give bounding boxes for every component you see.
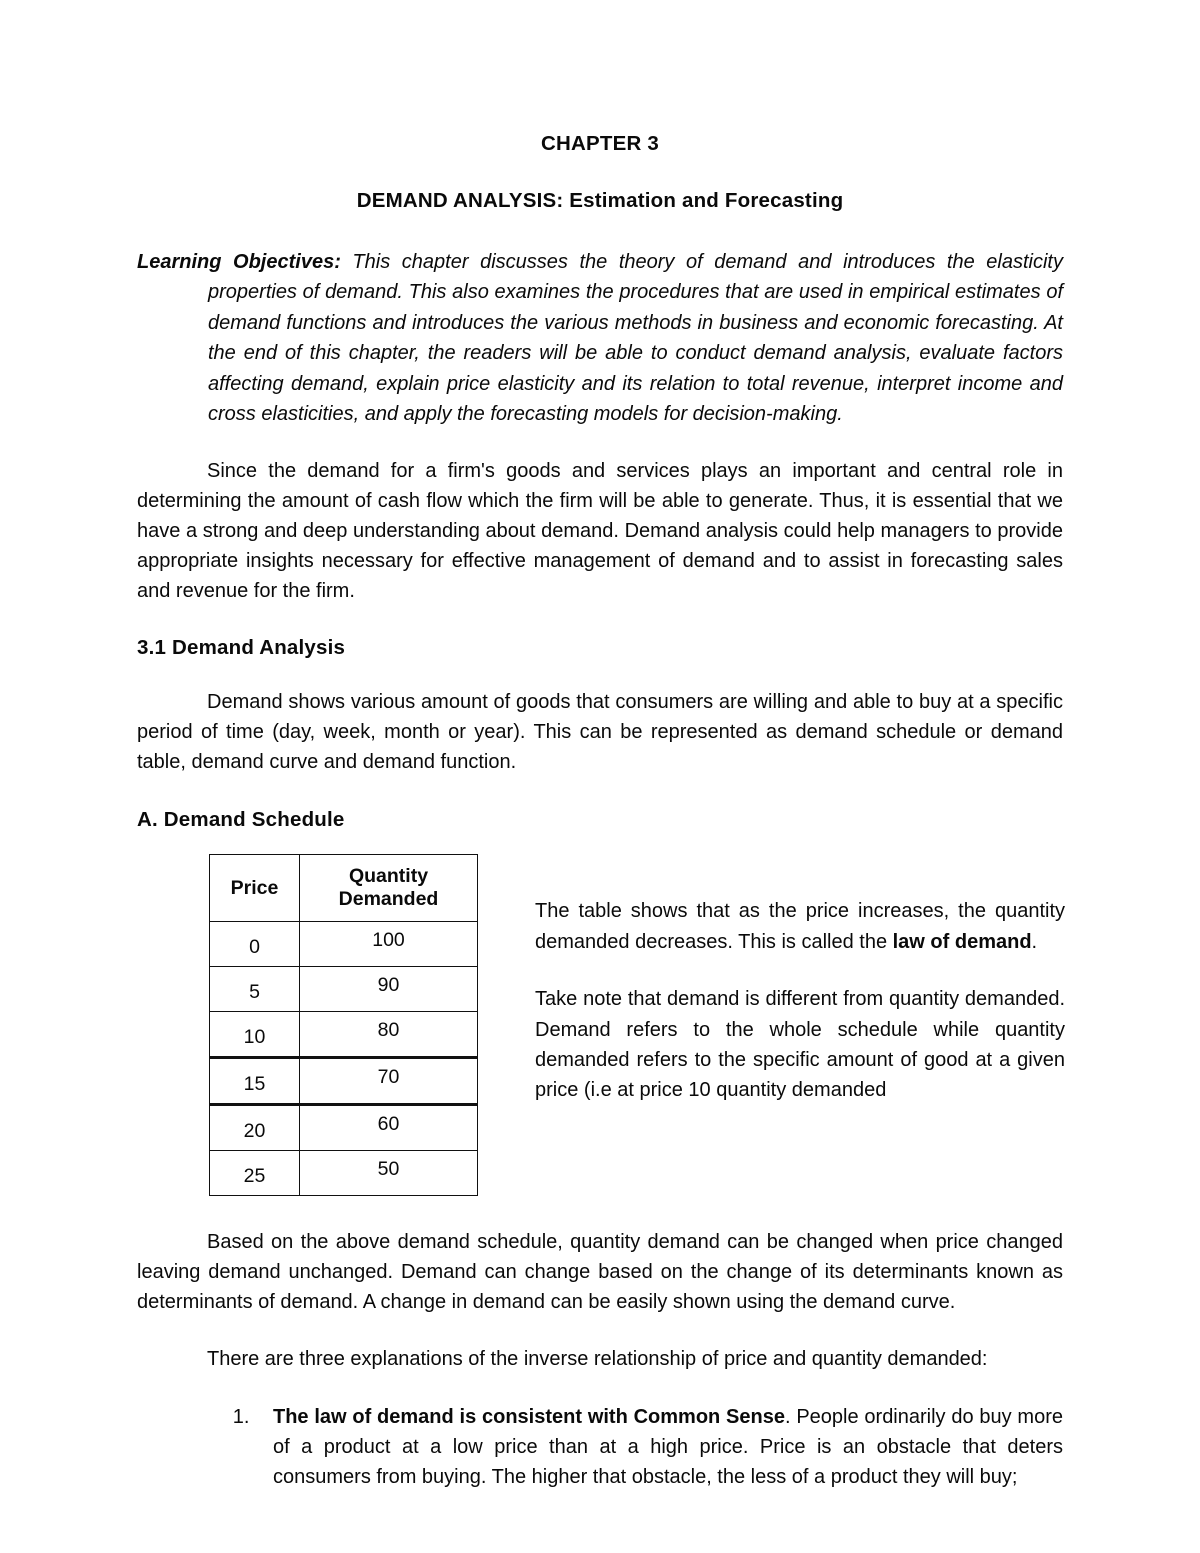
intro-paragraph: Since the demand for a firm's goods and services plays an important and central role in determining the amount of cash flow which the firm will be able to generate. Thus, it is essential that we have a strong and deep understanding about demand. Demand analysis could help managers to provide appropriate insights necessary for effective management of demand and to assist in forecasting sales and revenue for the firm.	[137, 460, 1063, 603]
list-intro-paragraph: There are three explanations of the inverse relationship of price and quantity demanded:	[207, 1348, 988, 1371]
column-header-quantity-demanded: Quantity Demanded	[300, 855, 478, 922]
table-row	[210, 1105, 478, 1151]
table-row	[210, 1151, 478, 1196]
commentary-text-part-2: .	[1031, 930, 1038, 953]
learning-objectives-text: This chapter discusses the theory of demand and introduces the elasticity properties of demand. This also examines the procedures that are used in empirical estimates of demand functions and introduces the various methods in business and economic forecasting. At the end of this chapter, the readers will be able to conduct demand analysis, evaluate factors affecting demand, explain price elasticity and its relation to total revenue, interpret income and cross elasticities, and apply the forecasting models for decision-making.	[208, 251, 1063, 425]
commentary-text-part-1: The table shows that as the price increases, the quantity demanded decreases. This is called the	[535, 900, 1065, 953]
table-row	[210, 922, 478, 967]
learning-objectives-label: Learning Objectives:	[137, 251, 341, 273]
table-header-row	[210, 855, 478, 922]
explanation-text: . People ordinarily do buy more of a product at a low price than at a high price. Price is an obstacle that deters consumers from buying. The higher that obstacle, the less of a product they will buy;	[273, 1406, 1063, 1489]
after-table-paragraph: Based on the above demand schedule, quantity demand can be changed when price changed leaving demand unchanged. Demand can change based on the change of its determinants known as determinants of demand. A change in demand can be easily shown using the demand curve.	[137, 1231, 1063, 1314]
list-item	[255, 1402, 1063, 1492]
learning-objectives-block	[137, 247, 1063, 429]
cell-quantity: 80	[300, 1008, 478, 1054]
cell-price: 25	[210, 1154, 300, 1199]
cell-quantity: 100	[300, 918, 478, 963]
commentary-paragraph-2: Take note that demand is different from quantity demanded. Demand refers to the whole schedule while quantity demanded refers to the specific amount of good at a given price (i.e at price 10 quantity demanded	[535, 988, 1065, 1102]
cell-price: 5	[210, 970, 300, 1015]
subsection-heading-demand-schedule: A. Demand Schedule	[137, 808, 345, 832]
cell-price: 15	[210, 1061, 300, 1108]
table-row	[210, 1012, 478, 1058]
table-row	[210, 1058, 478, 1105]
demand-schedule-region	[137, 854, 1063, 1199]
chapter-label: CHAPTER 3	[541, 132, 659, 155]
cell-price: 10	[210, 1015, 300, 1061]
commentary-paragraph-1	[535, 896, 1065, 957]
section-heading-demand-analysis: 3.1 Demand Analysis	[137, 636, 346, 660]
table-commentary	[535, 896, 1065, 1105]
cell-quantity: 90	[300, 963, 478, 1008]
explanations-list	[137, 1402, 1063, 1492]
explanation-bold-lead: The law of demand is consistent with Common Sense	[273, 1406, 785, 1429]
demand-schedule-table	[209, 854, 478, 1196]
cell-quantity: 60	[300, 1101, 478, 1147]
column-header-price: Price	[210, 855, 300, 922]
section-paragraph: Demand shows various amount of goods that consumers are willing and able to buy at a specific period of time (day, week, month or year). This can be represented as demand schedule or demand table, demand curve and demand function.	[137, 691, 1063, 774]
top-margin	[137, 0, 1063, 132]
cell-quantity: 70	[300, 1054, 478, 1101]
table-row	[210, 967, 478, 1012]
cell-quantity: 50	[300, 1147, 478, 1192]
law-of-demand-term: law of demand	[892, 930, 1032, 953]
page-title: DEMAND ANALYSIS: Estimation and Forecasting	[356, 189, 844, 212]
cell-price: 20	[210, 1108, 300, 1154]
cell-price: 0	[210, 925, 300, 970]
